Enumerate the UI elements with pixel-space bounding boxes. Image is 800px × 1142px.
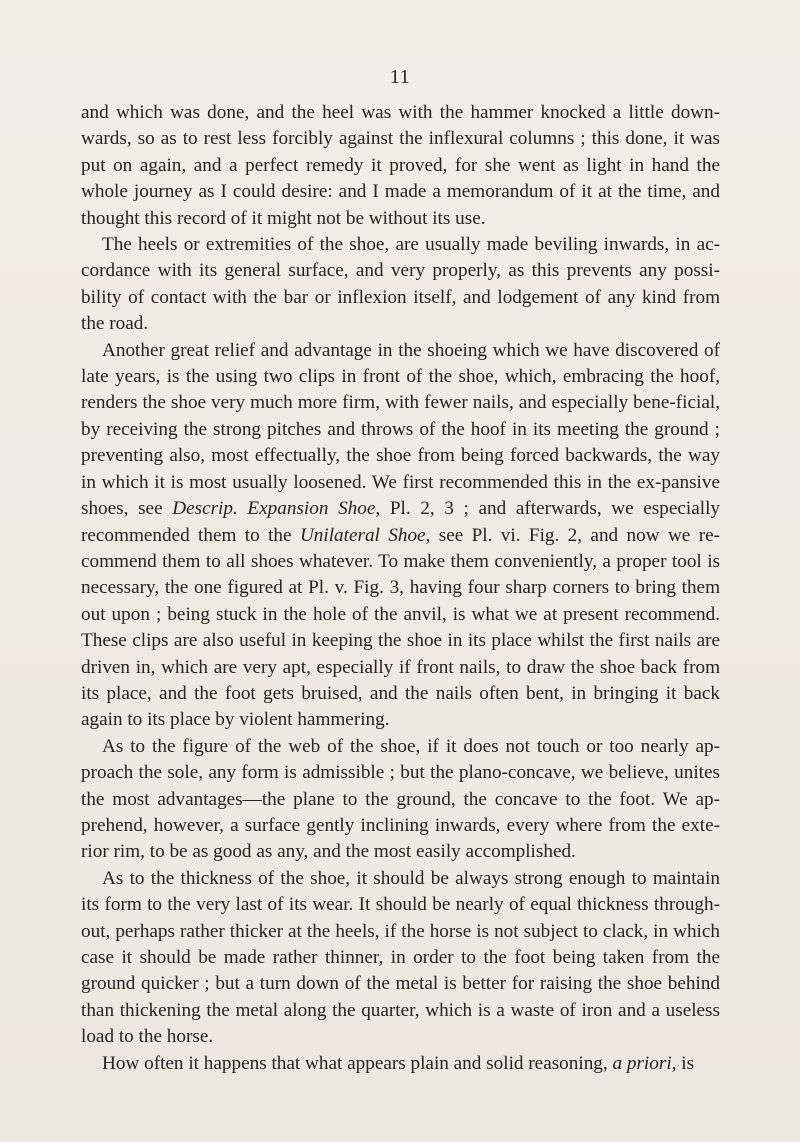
text-segment: As to the thickness of the shoe, it should be always strong enough to maintain its form to the very last of its wear. It should be nearly of equal thickness through-out, perhaps rather thicker at the heels, if the horse is not subject to clack, in which case it should be made rather thinner, in order to the foot being taken from the ground quicker ; but a turn down of the metal is better for raising the shoe behind than thickening the metal along the quarter, which is a waste of iron and a useless load to the horse. bbox=[81, 867, 720, 1048]
text-segment: is bbox=[676, 1052, 695, 1074]
text-segment: and which was done, and the heel was with the hammer knocked a little down-wards, so as to rest less forcibly against the inflexural columns ; this done, it was put on again, and a perfect remedy it proved, for she went as light in hand the whole journey as I could desire: and I made a memorandum of it at the time, and thought this record of it might not be without its use. bbox=[81, 102, 720, 229]
italic-text: Unilateral Shoe, bbox=[299, 524, 431, 546]
italic-text: Descrip. Expansion Shoe, bbox=[172, 498, 381, 520]
text-segment: see Pl. vi. Fig. 2, and now we re-commend them to all shoes whatever. To make them conveniently, a proper tool is necessary, the one figured at Pl. v. Fig. 3, having four sharp corners to bring them out upon ; being stuck in the hole of the anvil, is what we at present recommend. These clips are also useful in keeping the shoe in its place whilst the first nails are driven in, which are very apt, especially if front nails, to draw the shoe back from its place, and the foot gets bruised, and the nails often bent, in bringing it back again to its place by violent hammering. bbox=[81, 524, 720, 731]
paragraph bbox=[81, 1051, 720, 1077]
paragraph bbox=[81, 866, 720, 1051]
paragraph bbox=[81, 232, 720, 338]
body-text bbox=[81, 100, 720, 1077]
paragraph bbox=[81, 734, 720, 866]
text-segment: The heels or extremities of the shoe, are usually made beviling inwards, in ac-cordance with its general surface, and very properly, as this prevents any possi-bility of contact with the bar or inflexion itself, and lodgement of any kind from the road. bbox=[81, 234, 720, 335]
text-segment: As to the figure of the web of the shoe, if it does not touch or too nearly ap-proach the sole, any form is admissible ; but the plano-concave, we believe, unites the most advantages—the plane to the ground, the concave to the foot. We ap-prehend, however, a surface gently inclining inwards, every where from the exte-rior rim, to be as good as any, and the most easily accomplished. bbox=[81, 735, 720, 863]
page-number: 11 bbox=[389, 66, 411, 88]
italic-text: a priori, bbox=[612, 1052, 677, 1074]
text-segment: How often it happens that what appears plain and solid reasoning, bbox=[102, 1052, 613, 1074]
paragraph bbox=[81, 100, 720, 232]
text-segment: Pl. 2, 3 ; and afterwards, we especially recommended them to the bbox=[81, 498, 720, 546]
paragraph bbox=[81, 338, 720, 734]
text-segment: Another great relief and advantage in the shoeing which we have discovered of late years, is the using two clips in front of the shoe, which, embracing the hoof, renders the shoe very much more firm, with fewer nails, and especially bene-ficial, by receiving the strong pitches and throws of the hoof in its meeting the ground ; preventing also, most effectually, the shoe from being forced backwards, the way in which it is most usually loosened. We first recommended this in the ex-pansive shoes, see bbox=[81, 339, 720, 520]
